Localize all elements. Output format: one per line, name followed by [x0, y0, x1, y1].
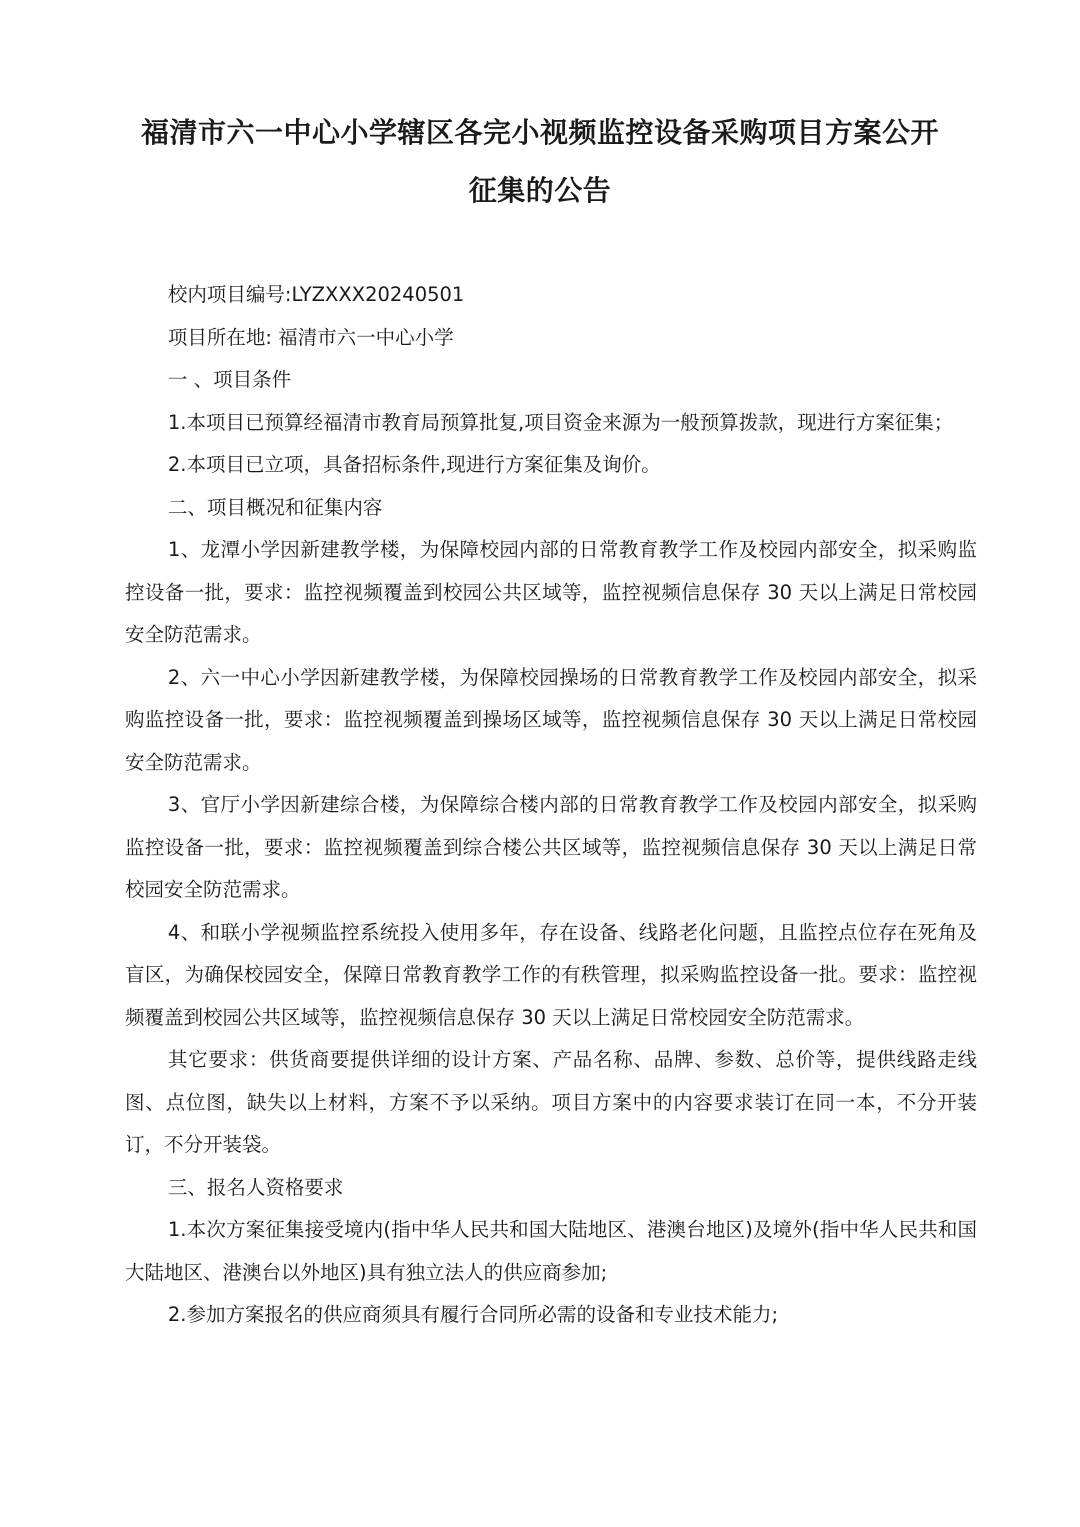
section-3-item-2: 2.参加方案报名的供应商须具有履行合同所必需的设备和专业技术能力;: [167, 1303, 779, 1326]
section-2-item-1: 1、龙潭小学因新建教学楼，为保障校园内部的日常教育教学工作及校园内部安全，拟采购监控设备一批，要求：监控视频覆盖到校园公共区域等，监控视频信息保存 30 天以上满足日常校园安全防范需求。: [125, 538, 977, 646]
document-body: [125, 274, 977, 1337]
title-line-1: 福清市六一中心小学辖区各完小视频监控设备采购项目方案公开: [140, 116, 939, 149]
section-2-other-requirements: 其它要求：供货商要提供详细的设计方案、产品名称、品牌、参数、总价等，提供线路走线图、点位图，缺失以上材料，方案不予以采纳。项目方案中的内容要求装订在同一本，不分开装订，不分开装袋。: [125, 1048, 977, 1156]
section-2-item-2: 2、六一中心小学因新建教学楼，为保障校园操场的日常教育教学工作及校园内部安全，拟采购监控设备一批，要求：监控视频覆盖到操场区域等，监控视频信息保存 30 天以上满足日常校园安全防范需求。: [125, 665, 977, 774]
section-2-item-4: 4、和联小学视频监控系统投入使用多年，存在设备、线路老化问题，且监控点位存在死角及盲区，为确保校园安全，保障日常教育教学工作的有秩管理，拟采购监控设备一批。要求：监控视频覆盖到校园公共区域等，监控视频信息保存 30 天以上满足日常校园安全防范需求。: [125, 920, 977, 1029]
section-1-item-2: 2.本项目已立项，具备招标条件,现进行方案征集及询价。: [167, 453, 661, 476]
section-1-heading: 一 、项目条件: [167, 368, 292, 391]
project-number: 校内项目编号:LYZXXX20240501: [167, 283, 465, 306]
section-3-item-1: 1.本次方案征集接受境内(指中华人民共和国大陆地区、港澳台地区)及境外(指中华人民共和国大陆地区、港澳台以外地区)具有独立法人的供应商参加;: [125, 1218, 977, 1284]
title-line-2: 征集的公告: [468, 174, 612, 207]
section-2-heading: 二、项目概况和征集内容: [167, 495, 383, 519]
document-title: [100, 104, 980, 220]
project-location: 项目所在地: 福清市六一中心小学: [167, 325, 454, 349]
section-2-item-3: 3、官厅小学因新建综合楼，为保障综合楼内部的日常教育教学工作及校园内部安全，拟采购监控设备一批，要求：监控视频覆盖到综合楼公共区域等，监控视频信息保存 30 天以上满足日常校园安全防范需求。: [125, 793, 977, 901]
section-1-item-1: 1.本项目已预算经福清市教育局预算批复,项目资金来源为一般预算拨款，现进行方案征集；: [167, 410, 954, 434]
section-3-heading: 三、报名人资格要求: [167, 1175, 344, 1199]
